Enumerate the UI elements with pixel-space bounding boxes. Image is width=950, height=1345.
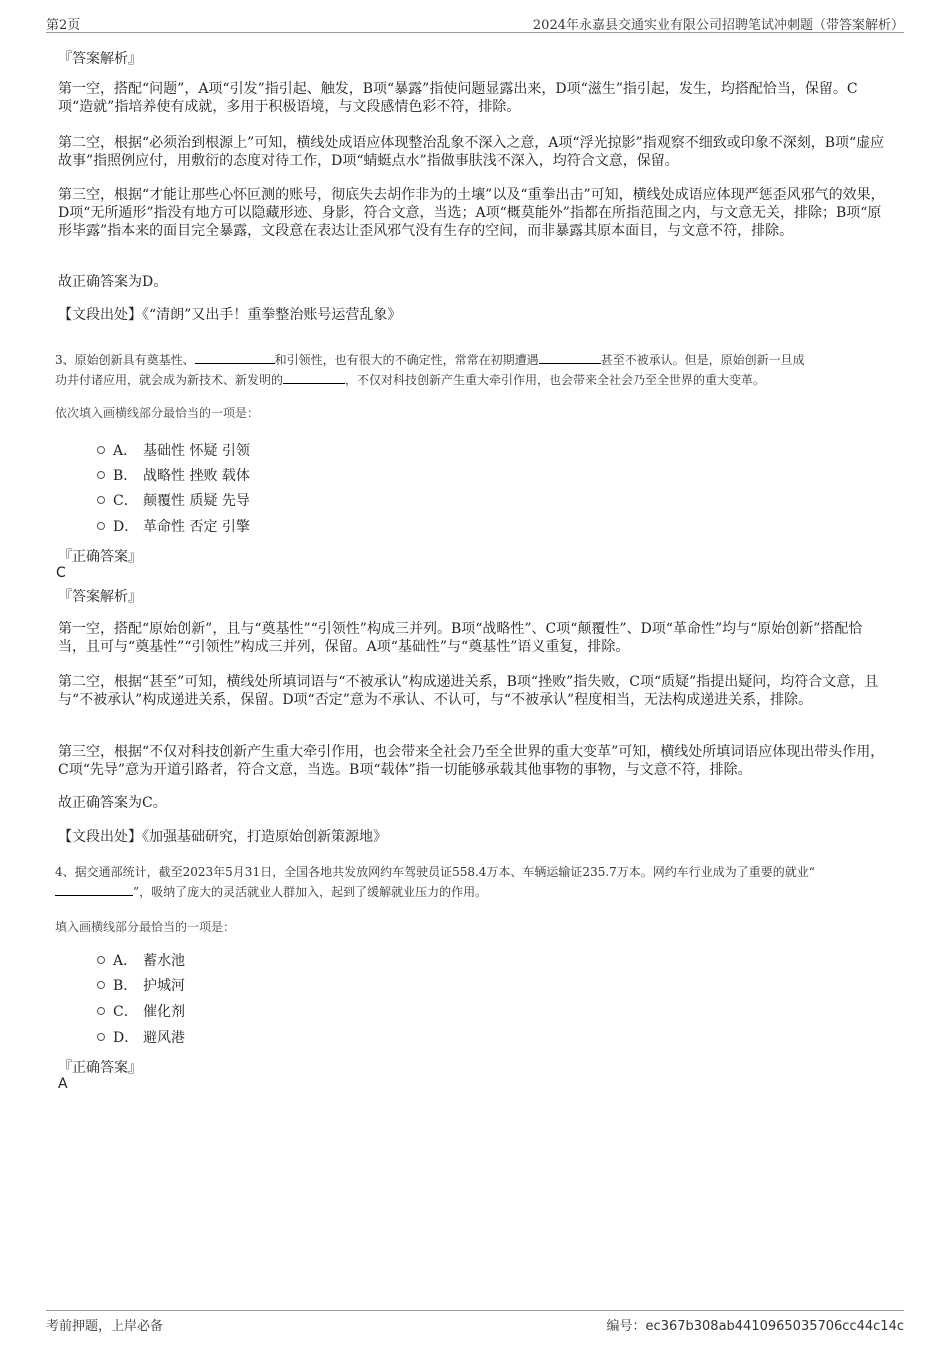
radio-icon[interactable] xyxy=(97,522,105,530)
question-3-stem: 3、原始创新具有奠基性、 和引领性，也有很大的不确定性，常常在初期遭遇 甚至不被承认。但是，原始创新一旦成 功并付诸应用，就会成为新技术、新发明的 ，不仅对科技创新产生重大牵引作用，也会带来全社会乃至全世界的重大变革。 xyxy=(55,353,805,387)
radio-icon[interactable] xyxy=(97,1033,105,1041)
radio-icon[interactable] xyxy=(97,496,105,504)
question-4-stem: 4、据交通部统计，截至2023年5月31日，全国各地共发放网约车驾驶员证558.4万本、车辆运输证235.7万本。网约车行业成为了重要的就业“ ”，吸纳了庞大的灵活就业人群加入，起到了缓解就业压力的作用。 xyxy=(55,865,815,899)
radio-icon[interactable] xyxy=(97,446,105,454)
option-b[interactable]: B． 护城河 xyxy=(97,975,185,995)
page-header xyxy=(46,14,904,33)
analysis-conclusion: 故正确答案为D。 xyxy=(58,274,168,290)
option-a[interactable]: A． 基础性 怀疑 引领 xyxy=(97,440,250,460)
blank-1 xyxy=(55,883,133,896)
radio-icon[interactable] xyxy=(97,981,105,989)
option-c[interactable]: C． 颠覆性 质疑 先导 xyxy=(97,490,250,510)
option-a[interactable]: A． 蓄水池 xyxy=(97,950,185,970)
question-4-prompt: 填入画横线部分最恰当的一项是： xyxy=(55,920,236,934)
blank-1 xyxy=(195,351,275,364)
analysis-paragraph-2: 第二空，根据“必须治到根源上”可知，横线处成语应体现整治乱象不深入之意，A项“浮光掠影”指观察不细致或印象不深刻，B项“虚应故事”指照例应付，用敷衍的态度对待工作，D项“蜻蜓点水”指做事肤浅不深入，均符合文意，保留。 xyxy=(58,135,885,169)
option-b[interactable]: B． 战略性 挫败 载体 xyxy=(97,465,250,485)
radio-icon[interactable] xyxy=(97,1007,105,1015)
analysis-paragraph-3: 第三空，根据“不仅对科技创新产生重大牵引作用，也会带来全社会乃至全世界的重大变革”可知，横线处所填词语应体现出带头作用，C项“先导”意为开道引路者，符合文意，当选。B项“载体”指一切能够承载其他事物的事物，与文意不符，排除。 xyxy=(58,744,885,778)
analysis-paragraph-3: 第三空，根据“才能让那些心怀叵测的账号，彻底失去胡作非为的土壤”以及“重拳出击”可知，横线处成语应体现严惩歪风邪气的效果，D项“无所遁形”指没有地方可以隐藏形迹、身影，符合文意，当选；A项“概莫能外”指都在所指范围之内，与文意无关，排除；B项“原形毕露”指本来的面目完全暴露，文段意在表达让歪风邪气没有生存的空间，而非暴露其原本面目，与文意不符，排除。 xyxy=(58,187,885,239)
correct-answer: C xyxy=(56,565,66,581)
blank-3 xyxy=(283,371,345,384)
analysis-paragraph-1: 第一空，搭配“原始创新”，且与“奠基性”“引领性”构成三并列。B项“战略性”、C项“颠覆性”、D项“革命性”均与“原始创新”搭配恰当，且可与“奠基性”“引领性”构成三并列，保留。A项“基础性”与“奠基性”语义重复，排除。 xyxy=(58,621,863,655)
correct-answer-label: 『正确答案』 xyxy=(58,1060,142,1076)
correct-answer-label: 『正确答案』 xyxy=(58,549,142,565)
source-note: 【文段出处】《“清朗”又出手！重拳整治账号运营乱象》 xyxy=(58,307,402,323)
source-note: 【文段出处】《加强基础研究，打造原始创新策源地》 xyxy=(58,829,387,845)
analysis-paragraph-1: 第一空，搭配“问题”，A项“引发”指引起、触发，B项“暴露”指使问题显露出来，D项“滋生”指引起，发生，均搭配恰当，保留。C项“造就”指培养使有成就，多用于积极语境，与文段感情色彩不符，排除。 xyxy=(58,81,858,115)
document-title: 2024年永嘉县交通实业有限公司招聘笔试冲刺题（带答案解析） xyxy=(532,18,904,33)
option-d[interactable]: D． 避风港 xyxy=(97,1027,185,1047)
page-footer xyxy=(46,1310,904,1334)
blank-2 xyxy=(539,351,601,364)
page-number: 第2页 xyxy=(46,18,81,33)
correct-answer: A xyxy=(58,1076,68,1092)
analysis-conclusion: 故正确答案为C。 xyxy=(58,795,167,811)
analysis-label: 『答案解析』 xyxy=(58,51,142,67)
analysis-label: 『答案解析』 xyxy=(58,589,142,605)
option-d[interactable]: D． 革命性 否定 引擎 xyxy=(97,516,250,536)
option-c[interactable]: C． 催化剂 xyxy=(97,1001,185,1021)
radio-icon[interactable] xyxy=(97,956,105,964)
analysis-paragraph-2: 第二空，根据“甚至”可知，横线处所填词语与“不被承认”构成递进关系，B项“挫败”指失败，C项“质疑”指提出疑问，均符合文意，且与“不被承认”构成递进关系，保留。D项“否定”意为不承认、不认可，与“不被承认”程度相当，无法构成递进关系，排除。 xyxy=(58,674,879,708)
radio-icon[interactable] xyxy=(97,471,105,479)
footer-slogan: 考前押题，上岸必备 xyxy=(46,1319,164,1334)
document-code: 编号：ec367b308ab4410965035706cc44c14c xyxy=(606,1319,904,1334)
question-3-prompt: 依次填入画横线部分最恰当的一项是： xyxy=(55,406,260,420)
